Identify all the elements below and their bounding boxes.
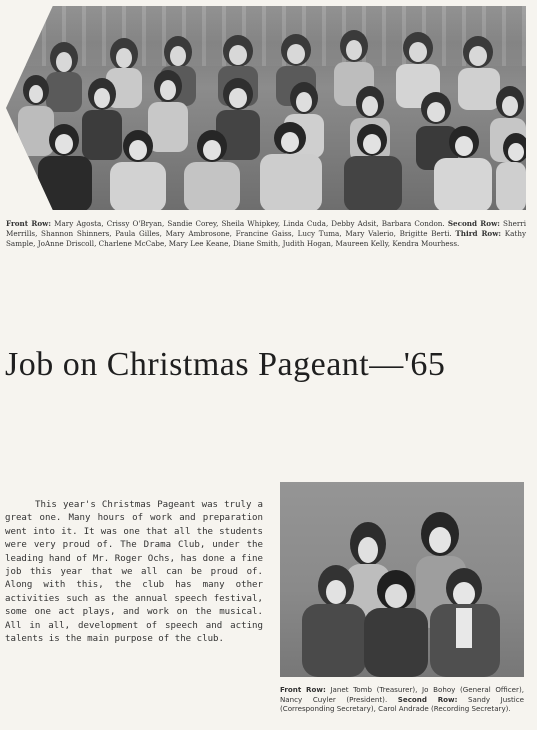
caption-second-row-label: Second Row: xyxy=(447,219,500,228)
officers-photo-figures xyxy=(280,482,524,677)
officers-front-row-names: Janet Tomb (Treasurer), Jo Bohoy (General Officer), Nancy Cuyler (President). xyxy=(280,685,524,704)
group-photo-caption xyxy=(6,219,526,249)
caption-third-row-label: Third Row: xyxy=(455,229,502,238)
caption-third-row-names: Kathy Sample, JoAnne Driscoll, Charlene McCabe, Mary Lee Keane, Diane Smith, Judith Hogan, Maureen Kelly, Kendra Mourhess. xyxy=(6,229,527,248)
officers-second-row-names: Sandy Justice (Corresponding Secretary), Carol Andrade (Recording Secretary). xyxy=(280,694,524,714)
article-body-text: This year's Christmas Pageant was truly a great one. Many hours of work and preparation went into it. It was one that all the students were very proud of. The Drama Club, under the leading hand of Mr. Roger Ochs, has done a fine job this year that we all can be proud of. Along with this, the club has many other activities such as the annual speech festival, some one act plays, and work on the musical. All in all, development of speech and acting talents is the main purpose of the club. xyxy=(5,500,263,645)
group-photo xyxy=(6,6,526,210)
caption-front-row-label: Front Row: xyxy=(6,219,52,228)
officers-second-row-label: Second Row: xyxy=(397,694,458,704)
officers-photo xyxy=(280,482,524,677)
article-body xyxy=(5,499,263,646)
page-headline: Job on Christmas Pageant—'65 xyxy=(5,346,446,383)
caption-second-row-names: Sherri Merrills, Shannon Shinners, Paula Gilles, Mary Ambrosone, Francine Gaiss, Lucy Tuma, Mary Valerio, Brigitte Berti. xyxy=(6,219,526,238)
group-photo-figures xyxy=(6,6,526,210)
officers-photo-caption xyxy=(280,685,524,714)
officers-front-row-label: Front Row: xyxy=(280,685,326,694)
caption-front-row-names: Mary Agosta, Crissy O'Bryan, Sandie Corey, Sheila Whipkey, Linda Cuda, Debby Adsit, Barbara Condon. xyxy=(54,219,445,228)
